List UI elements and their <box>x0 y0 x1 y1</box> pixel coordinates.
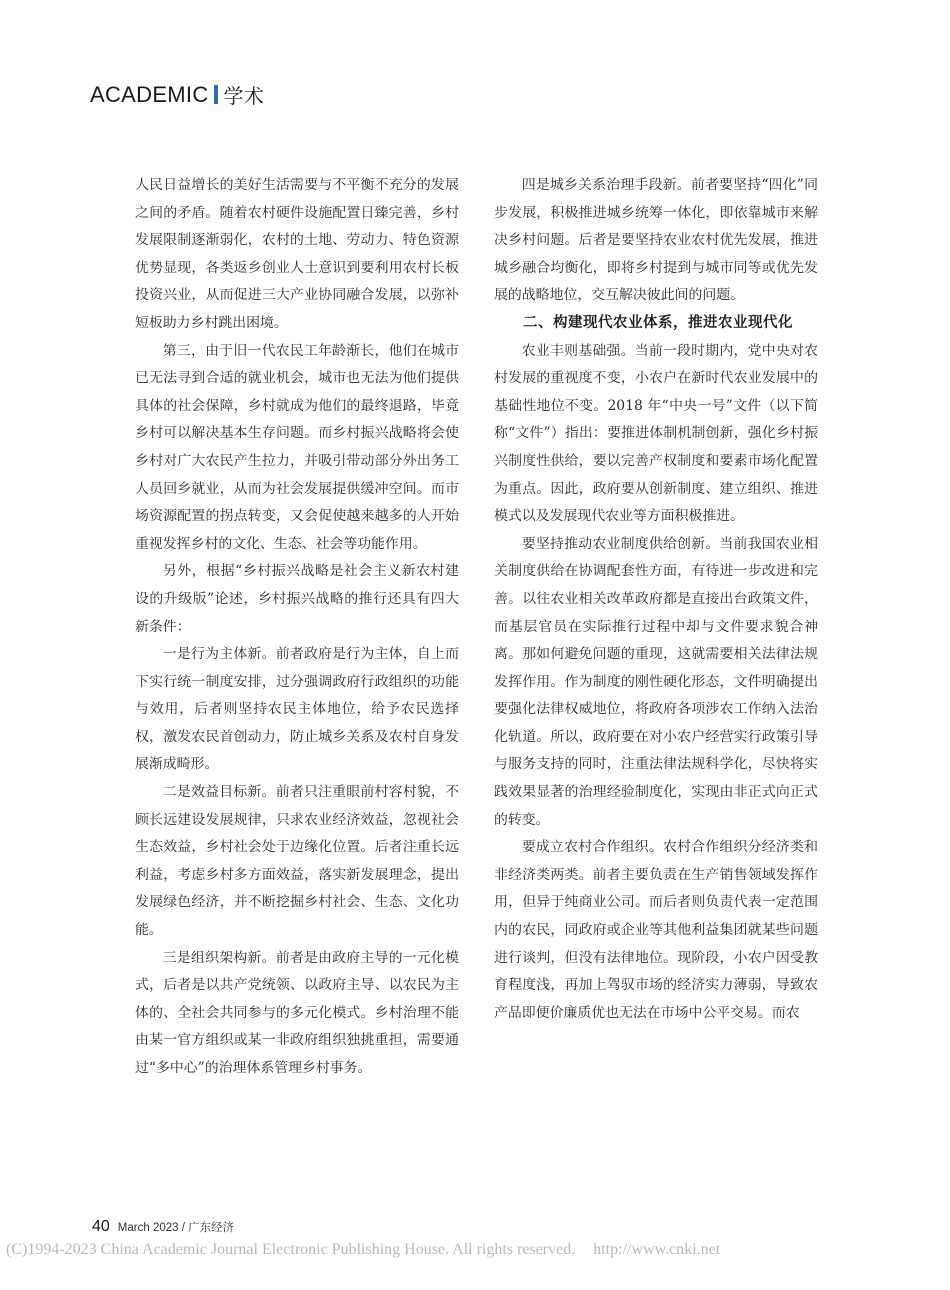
copyright-text: (C)1994-2023 China Academic Journal Electronic Publishing House. All rights reserved. <box>6 1241 576 1258</box>
paragraph: 另外，根据“乡村振兴战略是社会主义新农村建设的升级版”论述，乡村振兴战略的推行还具有四大新条件： <box>135 563 459 635</box>
right-column <box>494 172 818 1027</box>
paragraph: 二是效益目标新。前者只注重眼前村容村貌，不顾长远建设发展规律，只求农业经济效益，忽视社会生态效益，乡村社会处于边缘化位置。后者注重长远利益，考虑乡村多方面效益，落实新发展理念，提出发展绿色经济，并不断挖掘乡村社会、生态、文化功能。 <box>135 784 459 939</box>
copyright-notice <box>6 1241 946 1259</box>
paragraph: 要成立农村合作组织。农村合作组织分经济类和非经济类两类。前者主要负责在生产销售领域发挥作用，但异于纯商业公司。而后者则负责代表一定范围内的农民，同政府或企业等其他利益集团就某些问题进行谈判，但没有法律地位。现阶段，小农户因受教育程度浅，再加上驾驭市场的经济实力薄弱，导致农产品即便价廉质优也无法在市场中公平交易。而农 <box>494 839 818 1021</box>
paragraph: 第三，由于旧一代农民工年龄渐长，他们在城市已无法寻到合适的就业机会，城市也无法为他们提供具体的社会保障，乡村就成为他们的最终退路，毕竟乡村可以解决基本生存问题。而乡村振兴战略将会使乡村对广大农民产生拉力，并吸引带动部分外出务工人员回乡就业，从而为社会发展提供缓冲空间。而市场资源配置的拐点转变，又会促使越来越多的人开始重视发挥乡村的文化、生态、社会等功能作用。 <box>135 342 459 552</box>
section-header <box>90 80 264 109</box>
copyright-url[interactable]: http://www.cnki.net <box>593 1241 721 1258</box>
paragraph: 人民日益增长的美好生活需要与不平衡不充分的发展之间的矛盾。随着农村硬件设施配置日臻完善，乡村发展限制逐渐弱化，农村的土地、劳动力、特色资源优势显现，各类返乡创业人士意识到要利用农村长板投资兴业，从而促进三大产业协同融合发展，以弥补短板助力乡村跳出困境。 <box>135 177 459 331</box>
paragraph: 四是城乡关系治理手段新。前者要坚持“四化”同步发展，积极推进城乡统筹一体化，即依靠城市来解决乡村问题。后者是要坚持农业农村优先发展，推进城乡融合均衡化，即将乡村提到与城市同等或优先发展的战略地位，交互解决彼此间的问题。 <box>494 177 818 304</box>
page-footer <box>92 1218 234 1236</box>
paragraph: 三是组织架构新。前者是由政府主导的一元化模式，后者是以共产党统领、以政府主导、以农民为主体的、全社会共同参与的多元化模式。乡村治理不能由某一官方组织或某一非政府组织独挑重担，需要通过“多中心”的治理体系管理乡村事务。 <box>135 949 459 1076</box>
section-heading: 二、构建现代农业体系，推进农业现代化 <box>523 314 793 331</box>
paragraph: 农业丰则基础强。当前一段时期内，党中央对农村发展的重视度不变，小农户在新时代农业发展中的基础性地位不变。2018 年“中央一号”文件（以下简称“文件”）指出：要推进体制机制创新，强化乡村振兴制度性供给，要以完善产权制度和要素市场化配置为重点。因此，政府要从创新制度、建立组织、推进模式以及发展现代农业等方面积极推进。 <box>494 342 818 525</box>
left-column <box>135 172 459 1083</box>
header-label-en: ACADEMIC <box>90 81 209 107</box>
issue-label: March 2023 / 广东经济 <box>117 1222 235 1234</box>
paragraph: 要坚持推动农业制度供给创新。当前我国农业相关制度供给在协调配套性方面，有待进一步改进和完善。以往农业相关改革政府都是直接出台政策文件，而基层官员在实际推行过程中却与文件要求貌合神离。那如何避免问题的重现，这就需要相关法律法规发挥作用。作为制度的刚性硬化形态，文件明确提出要强化法律权威地位，将政府各项涉农工作纳入法治化轨道。所以，政府要在对小农户经营实行政策引导与服务支持的同时，注重法律法规科学化，尽快将实践效果显著的治理经验制度化，实现由非正式向正式的转变。 <box>494 535 818 828</box>
page-number: 40 <box>92 1218 110 1235</box>
paragraph: 一是行为主体新。前者政府是行为主体，自上而下实行统一制度安排，过分强调政府行政组织的功能与效用，后者则坚持农民主体地位，给予农民选择权，激发农民首创动力，防止城乡关系及农村自身发展渐成畸形。 <box>135 646 459 773</box>
header-label-zh: 学术 <box>223 84 265 108</box>
header-divider <box>214 85 218 104</box>
